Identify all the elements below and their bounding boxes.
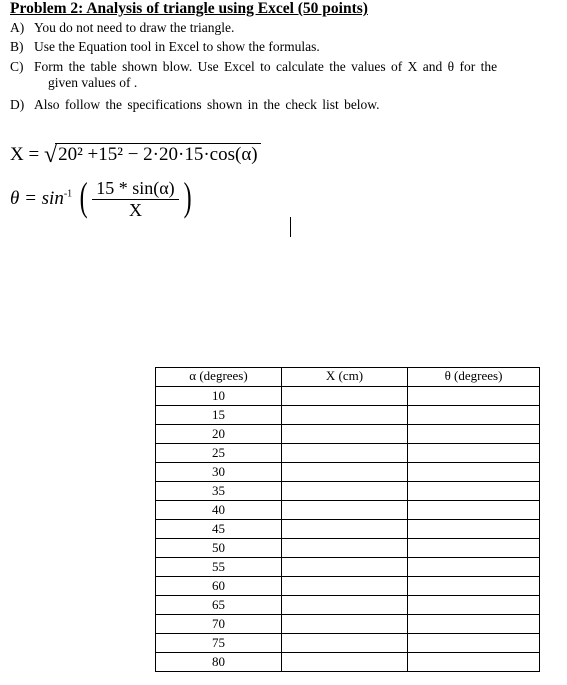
alpha-cell[interactable]: 75 xyxy=(156,634,282,653)
x-cell[interactable] xyxy=(282,615,408,634)
table-row xyxy=(156,596,540,615)
alpha-cell[interactable]: 70 xyxy=(156,615,282,634)
alpha-cell[interactable]: 60 xyxy=(156,577,282,596)
instruction-b-text: Use the Equation tool in Excel to show the formulas. xyxy=(34,39,320,54)
instruction-c-label: C) xyxy=(10,59,24,74)
table-row xyxy=(156,463,540,482)
data-table xyxy=(155,367,540,672)
alpha-cell[interactable]: 30 xyxy=(156,463,282,482)
table-row xyxy=(156,520,540,539)
equation-theta-numerator: 15 * sin(α) xyxy=(92,178,178,200)
instruction-d-label: D) xyxy=(10,97,25,112)
equation-x-lhs: X = xyxy=(10,144,40,165)
alpha-cell[interactable]: 55 xyxy=(156,558,282,577)
table-row xyxy=(156,482,540,501)
alpha-cell[interactable]: 65 xyxy=(156,596,282,615)
theta-cell[interactable] xyxy=(408,558,540,577)
x-cell[interactable] xyxy=(282,425,408,444)
instruction-a xyxy=(10,20,234,36)
x-cell[interactable] xyxy=(282,387,408,406)
equation-x xyxy=(10,140,261,167)
equation-theta-sup: -1 xyxy=(63,188,73,200)
x-cell[interactable] xyxy=(282,596,408,615)
instruction-c xyxy=(10,59,558,91)
theta-cell[interactable] xyxy=(408,520,540,539)
x-cell[interactable] xyxy=(282,577,408,596)
table-row xyxy=(156,539,540,558)
theta-cell[interactable] xyxy=(408,615,540,634)
instruction-d xyxy=(10,97,380,113)
theta-cell[interactable] xyxy=(408,406,540,425)
instruction-c-text: Form the table shown blow. Use Excel to calculate the values of X and θ for the xyxy=(34,59,498,74)
square-root-icon: √ xyxy=(43,142,58,168)
alpha-cell[interactable]: 80 xyxy=(156,653,282,672)
instruction-a-text: You do not need to draw the triangle. xyxy=(34,20,235,35)
table-row xyxy=(156,425,540,444)
equation-theta-denominator: X xyxy=(128,200,142,220)
theta-cell[interactable] xyxy=(408,463,540,482)
x-cell[interactable] xyxy=(282,520,408,539)
theta-cell[interactable] xyxy=(408,444,540,463)
instruction-d-text: Also follow the specifications shown in the check list below. xyxy=(34,97,380,112)
table-row xyxy=(156,387,540,406)
table-header-row xyxy=(156,368,540,387)
instruction-a-label: A) xyxy=(10,20,25,35)
theta-cell[interactable] xyxy=(408,653,540,672)
theta-cell[interactable] xyxy=(408,634,540,653)
instruction-b-label: B) xyxy=(10,39,24,54)
table-row xyxy=(156,558,540,577)
table-row xyxy=(156,615,540,634)
alpha-cell[interactable]: 10 xyxy=(156,387,282,406)
header-alpha: α (degrees) xyxy=(156,368,282,387)
theta-cell[interactable] xyxy=(408,501,540,520)
theta-cell[interactable] xyxy=(408,539,540,558)
alpha-cell[interactable]: 35 xyxy=(156,482,282,501)
table-row xyxy=(156,444,540,463)
table-row xyxy=(156,653,540,672)
header-x: X (cm) xyxy=(282,368,408,387)
table-row xyxy=(156,406,540,425)
theta-cell[interactable] xyxy=(408,577,540,596)
header-theta: θ (degrees) xyxy=(408,368,540,387)
x-cell[interactable] xyxy=(282,406,408,425)
alpha-cell[interactable]: 25 xyxy=(156,444,282,463)
table-row xyxy=(156,634,540,653)
x-cell[interactable] xyxy=(282,558,408,577)
theta-cell[interactable] xyxy=(408,387,540,406)
left-paren-icon: ( xyxy=(79,174,88,219)
equation-x-radicand: 20² +15² − 2·20·15·cos(α) xyxy=(55,143,261,166)
right-paren-icon: ) xyxy=(183,174,192,219)
theta-cell[interactable] xyxy=(408,596,540,615)
table-body xyxy=(156,387,540,672)
x-cell[interactable] xyxy=(282,501,408,520)
equation-theta-fraction xyxy=(92,178,178,221)
instruction-b xyxy=(10,39,320,55)
alpha-cell[interactable]: 45 xyxy=(156,520,282,539)
equation-theta-lhs: θ = sin xyxy=(10,187,64,209)
problem-title: Problem 2: Analysis of triangle using Excel (50 points) xyxy=(10,0,368,17)
alpha-cell[interactable]: 15 xyxy=(156,406,282,425)
theta-cell[interactable] xyxy=(408,425,540,444)
x-cell[interactable] xyxy=(282,444,408,463)
table-row xyxy=(156,577,540,596)
x-cell[interactable] xyxy=(282,653,408,672)
equation-theta xyxy=(10,176,194,223)
table-row xyxy=(156,501,540,520)
x-cell[interactable] xyxy=(282,482,408,501)
x-cell[interactable] xyxy=(282,463,408,482)
x-cell[interactable] xyxy=(282,634,408,653)
alpha-cell[interactable]: 40 xyxy=(156,501,282,520)
alpha-cell[interactable]: 20 xyxy=(156,425,282,444)
text-cursor xyxy=(290,217,291,237)
x-cell[interactable] xyxy=(282,539,408,558)
instruction-c-continuation: given values of . xyxy=(48,75,138,90)
theta-cell[interactable] xyxy=(408,482,540,501)
alpha-cell[interactable]: 50 xyxy=(156,539,282,558)
